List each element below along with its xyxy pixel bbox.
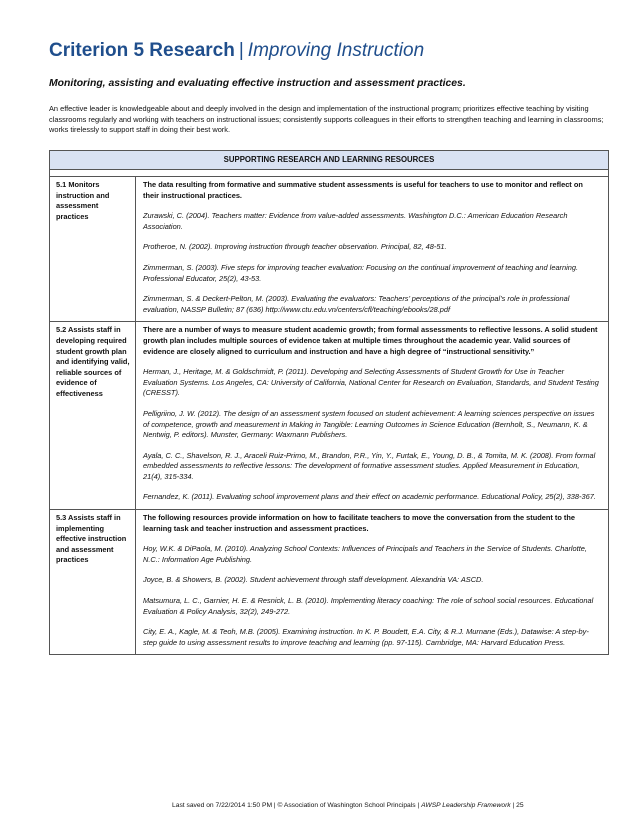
table-spacer (50, 170, 609, 177)
reference: Protheroe, N. (2002). Improving instruction through teacher observation. Principal, 82, 48-51. (143, 242, 447, 252)
reference: Joyce, B. & Showers, B. (2002). Student achievement through staff development. Alexandria VA: ASCD. (143, 575, 484, 585)
row-label: 5.2 Assists staff in developing required student growth plan and identifying valid, reliable sources of evidence of effectiveness (50, 322, 136, 510)
footer-text: Last saved on 7/22/2014 1:50 PM | © Association of Washington School Principals | (172, 802, 420, 809)
row-content (136, 322, 609, 510)
row-content (136, 510, 609, 655)
reference: Fernandez, K. (2011). Evaluating school improvement plans and their effect on academic performance. Educational Policy, 25(2), 338-367. (143, 492, 596, 502)
reference: Hoy, W.K. & DiPaola, M. (2010). Analyzing School Contexts: Influences of Principals and Teachers in the Service of Students. Charlotte, N.C.: Information Age Publishing. (143, 544, 587, 564)
reference: Herman, J., Heritage, M. & Goldschmidt, P. (2011). Developing and Selecting Assessments of Student Growth for Use in Teacher Evaluation Systems. Los Angeles, CA: University of California, National Center for Research on Evaluation, Standards, and Student Testing (CRESST). (143, 367, 599, 398)
reference: City, E. A., Kagle, M. & Teoh, M.B. (2005). Examining instruction. In K. P. Boudett, E.A. City, & R.J. Murnane (Eds.), Datawise: A step-by-step guide to using assessment results to improve teaching and learning (pp. 97-115). Cambridge, MA: Harvard Education Press. (143, 627, 589, 647)
page-title (49, 40, 609, 62)
table-row (50, 510, 609, 655)
footer-framework: AWSP Leadership Framework (421, 802, 511, 809)
reference: Zimmerman, S. (2003). Five steps for improving teacher evaluation: Focusing on the continual improvement of teaching and learning. Professional Educator, 25(2), 43-53. (143, 262, 579, 283)
table-row (50, 322, 609, 510)
table-heading: SUPPORTING RESEARCH AND LEARNING RESOURCES (50, 151, 609, 170)
criterion-title: Criterion 5 Research (49, 40, 235, 61)
row-lead: There are a number of ways to measure student academic growth; from formal assessments to reflective lessons. A solid student growth plan includes multiple sources of evidence taken at multiple times throughout the academic year. Valid sources of evidence are closely aligned to curriculum and instruction and have a high degree of “instructional sensitivity.” (143, 325, 598, 356)
reference: Zimmerman, S. & Deckert-Pelton, M. (2003). Evaluating the evaluators: Teachers’ perceptions of the principal’s role in professional evaluation, NASSP Bulletin; 87 (636) http://www.ctu.edu.vn/centers/cfl/teaching/ebooks/28.pdf (143, 294, 570, 314)
row-label: 5.3 Assists staff in implementing effective instruction and assessment practices (50, 510, 136, 655)
title-separator: | (238, 40, 244, 61)
page-number: | 25 (512, 802, 524, 809)
row-lead: The data resulting from formative and summative student assessments is useful for teachers to use to monitor and reflect on their instructional practices. (143, 180, 583, 200)
page-footer (172, 801, 622, 811)
table-row (50, 177, 609, 322)
reference: Pelligriino, J. W. (2012). The design of an assessment system focused on student achievement: A learning sciences perspective on issues of competence, growth and measurement in Making in Tangible: Learning Outcomes in Science Education (Bernholt, S., Neumann, K. & Nentwig, P. editors). Munster, Germany: Waxmann Publishers. (143, 408, 595, 440)
reference: Ayala, C. C., Shavelson, R. J., Araceli Ruiz-Primo, M., Brandon, P.R., Yin, Y., Furtak, E., Young, D. B., & Tomita, M. K. (2008). From formal embedded assessments to reflective lessons: The development of formative assessment studies. Applied Measurement in Education, 21(4), 315-334. (143, 450, 596, 481)
row-lead: The following resources provide information on how to facilitate teachers to move the conversation from the student to the learning task and teacher instruction and assessment practices. (143, 513, 575, 533)
reference: Matsumura, L. C., Garnier, H. E. & Resnick, L. B. (2010). Implementing literacy coaching: The role of school social resources. Educational Evaluation & Policy Analysis, 32(2), 249-272. (143, 596, 594, 616)
row-label: 5.1 Monitors instruction and assessment practices (50, 177, 136, 322)
row-content (136, 177, 609, 322)
resources-table (49, 150, 609, 655)
criterion-tagline: Monitoring, assisting and evaluating effective instruction and assessment practices. (49, 78, 466, 89)
criterion-subtitle: Improving Instruction (247, 40, 425, 61)
intro-paragraph: An effective leader is knowledgeable about and deeply involved in the design and implementation of the instructional program; prioritizes effective teaching by visiting classrooms regularly and working with teachers on instructional issues; consistently supports colleagues in their efforts to strengthen teaching and learning in classrooms; works tirelessly to support staff in doing their best work. (49, 104, 604, 134)
reference: Zurawski, C. (2004). Teachers matter: Evidence from value-added assessments. Washington D.C.: American Education Research Association. (143, 211, 568, 231)
